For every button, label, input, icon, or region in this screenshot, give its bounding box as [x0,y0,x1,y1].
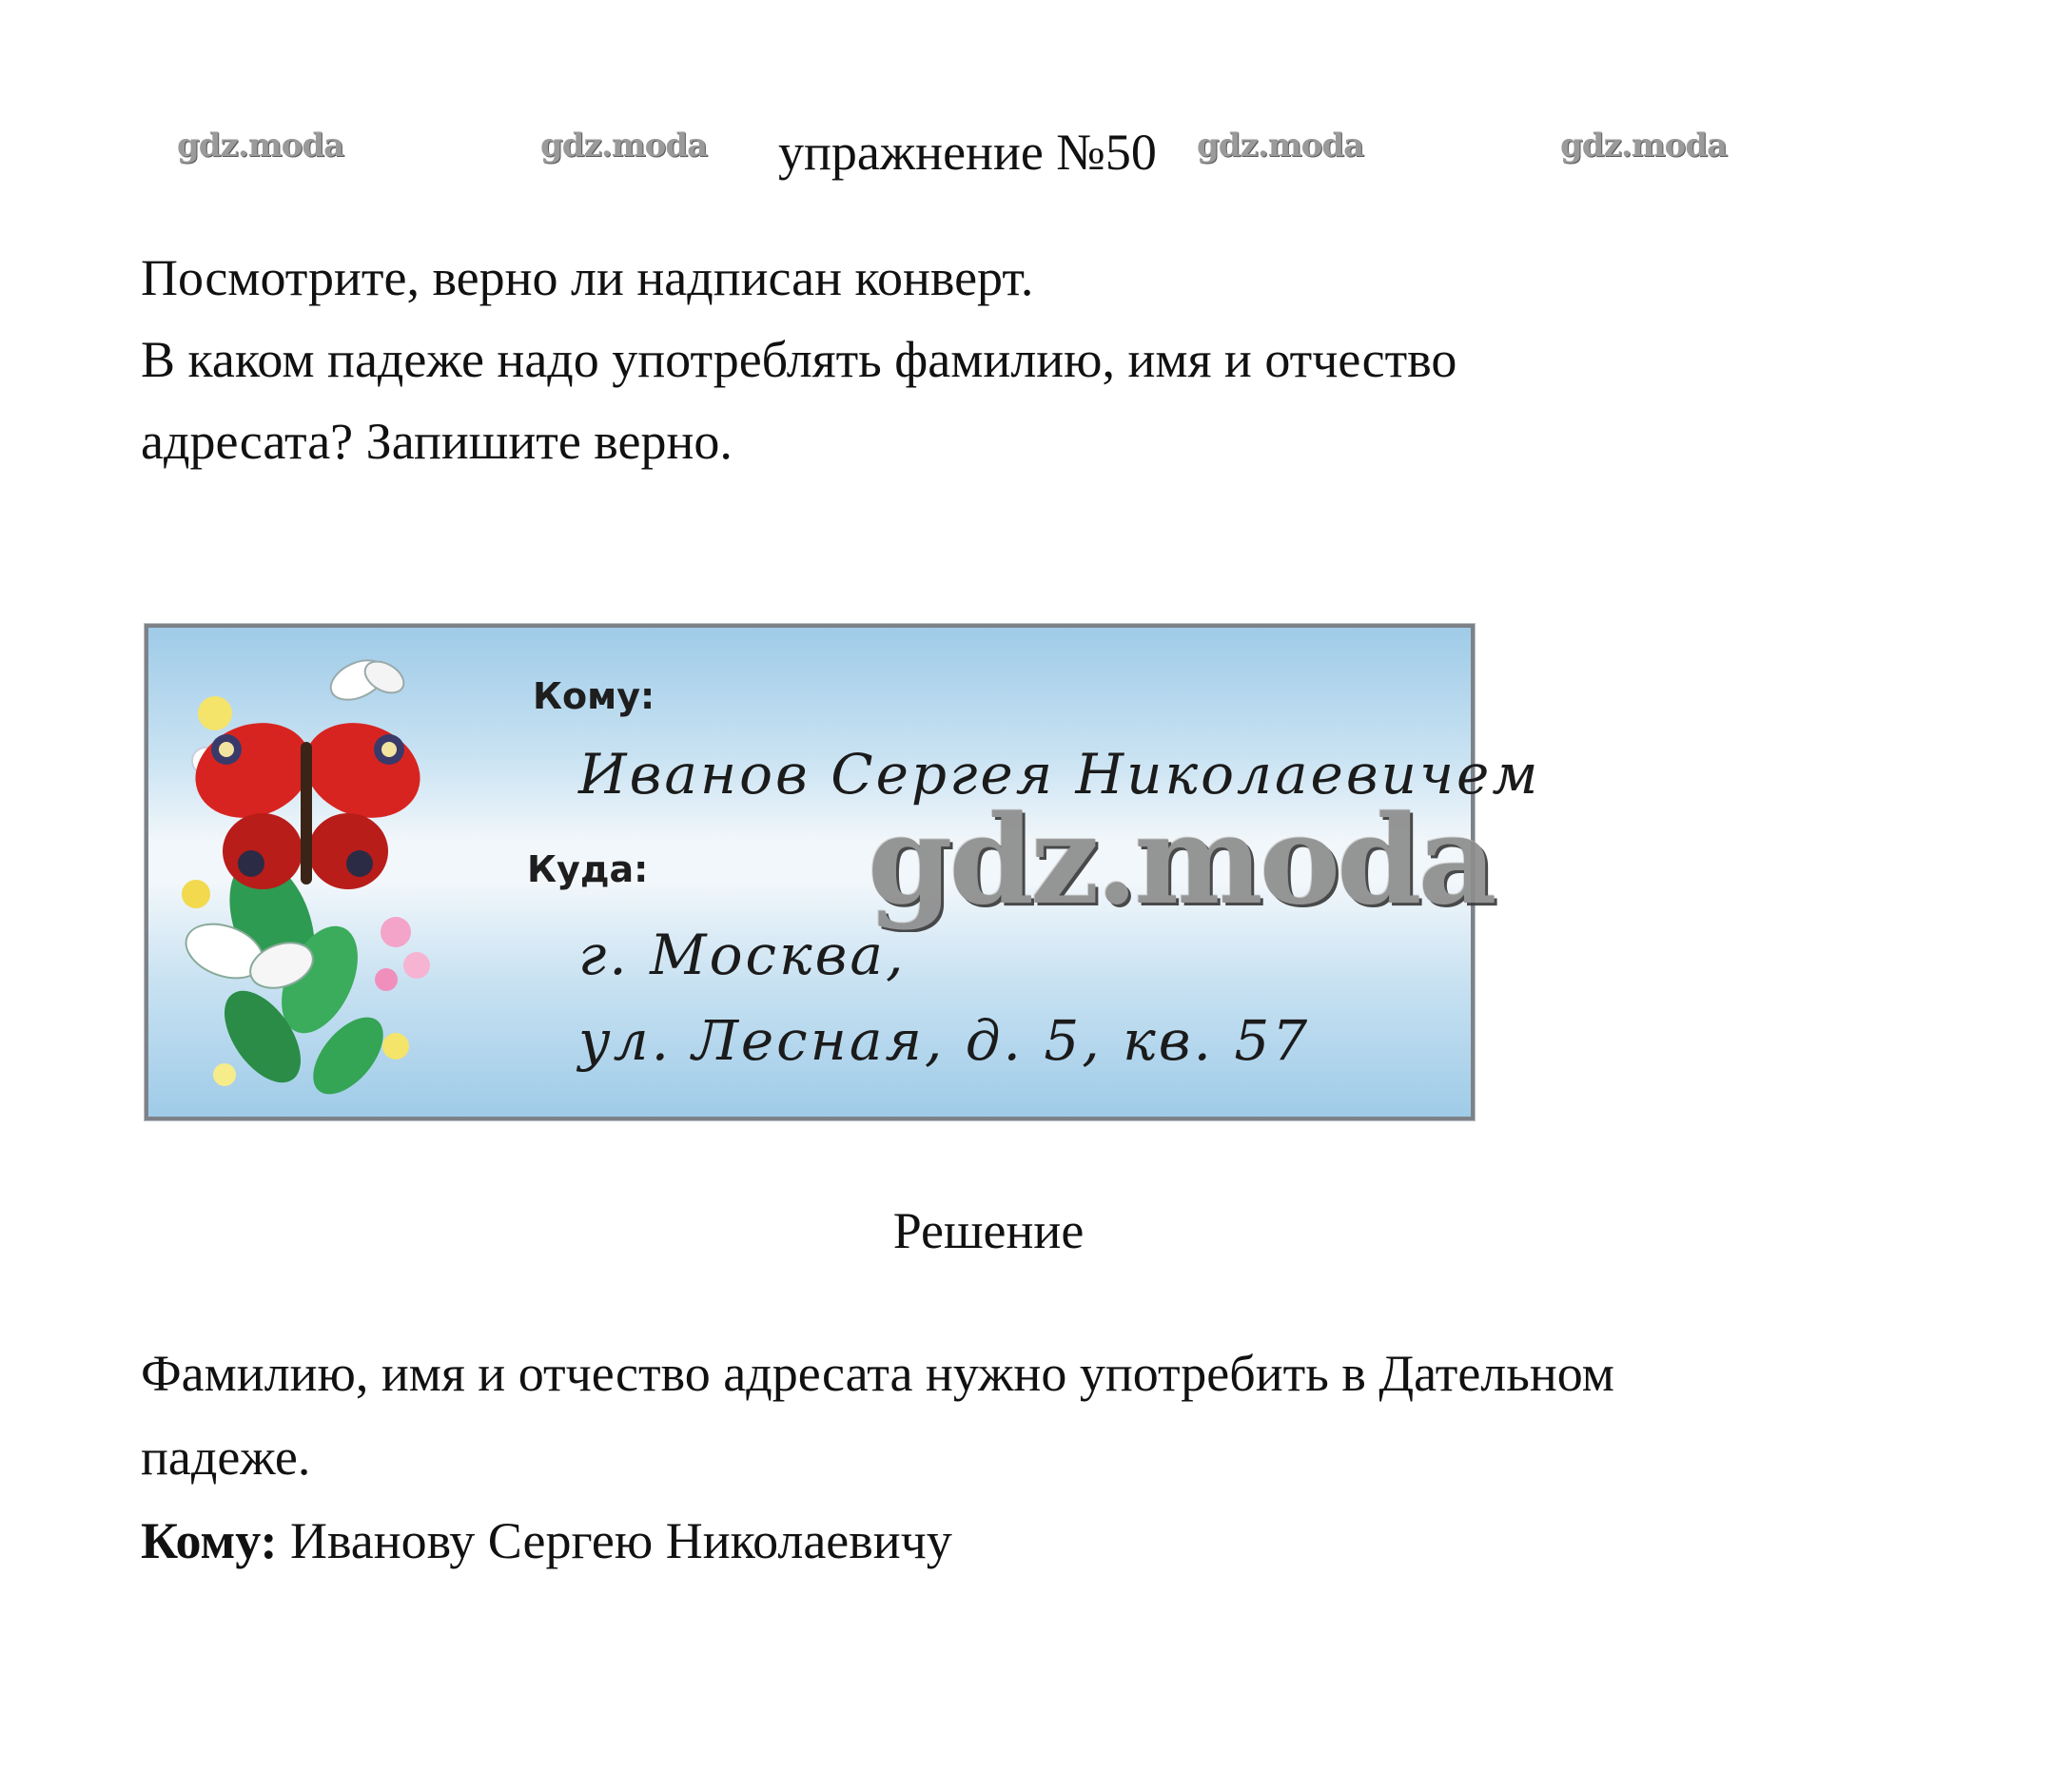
envelope-address-line: г. Москва, [578,923,907,987]
watermark-large: gdz.moda [868,789,1494,932]
watermark: gdz.moda [177,126,344,165]
task-line: адресата? Запишите верно. [141,413,733,470]
solution-heading: Решение [892,1202,1085,1259]
task-line: Посмотрите, верно ли надписан конверт. [141,249,1034,306]
watermark: gdz.moda [1560,126,1728,165]
envelope-address-line: ул. Лесная, д. 5, кв. 57 [578,1008,1311,1073]
envelope-where-label: Куда: [527,848,649,890]
watermark: gdz.moda [1197,126,1364,165]
exercise-title: упражнение №50 [778,124,1157,181]
task-line: В каком падеже надо употреблять фамилию, имя и отчество [141,331,1457,388]
envelope-to-label: Кому: [533,675,655,717]
watermark: gdz.moda [540,126,708,165]
solution-line: Фамилию, имя и отчество адресата нужно употребить в Дательном [141,1345,1614,1402]
solution-answer [141,1510,952,1571]
answer-value: Иванову Сергею Николаевичу [277,1512,952,1569]
envelope-to-value: Иванов Сергея Николаевичем [578,742,1541,807]
envelope-image [145,624,1541,1120]
answer-label: Кому: [141,1512,278,1569]
butterfly-flowers-illustration [158,637,462,1113]
solution-line: падеже. [141,1429,311,1486]
